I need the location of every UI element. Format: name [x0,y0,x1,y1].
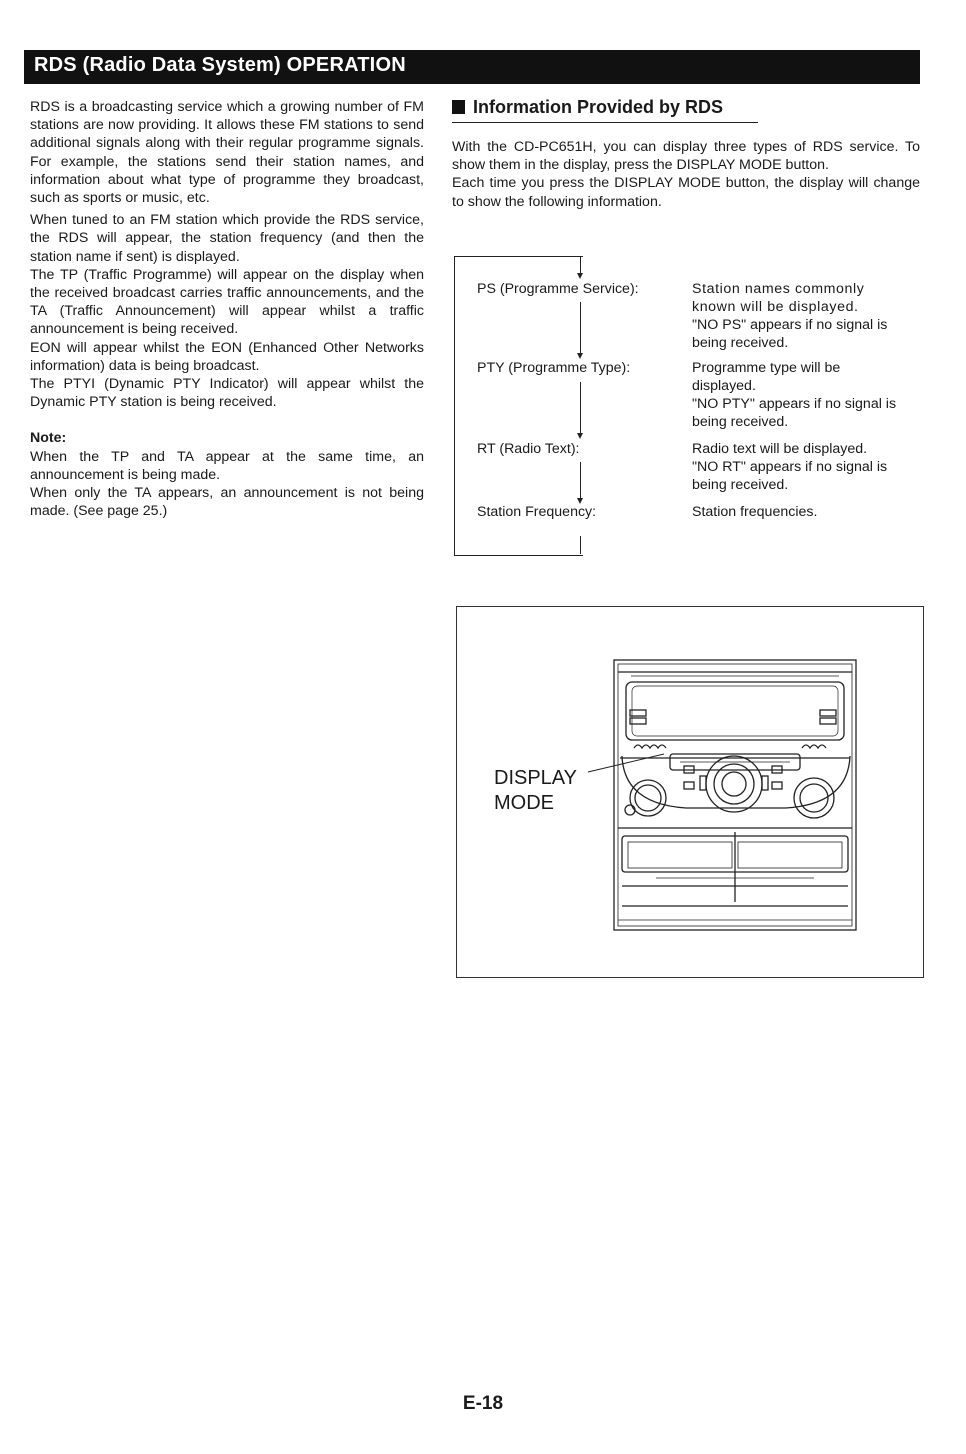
ptyi-paragraph: The PTYI (Dynamic PTY Indicator) will appear whilst the Dynamic PTY station is being received. [30,376,424,411]
desc-line: Station names commonly known will be displayed. [692,281,865,315]
tp-ta-paragraph: The TP (Traffic Programme) will appear on the display when the received broadcast carries traffic announcements, and the TA (Traffic Announcement) will appear whilst a traffic announcement is being received. [30,266,424,338]
callout-line: DISPLAY [494,767,577,789]
down-arrow-icon [580,302,581,354]
page-title: RDS (Radio Data System) OPERATION [34,54,406,76]
note-line: When only the TA appears, an announcement is not being made. (See page 25.) [30,485,424,520]
desc-line: "NO PTY" appears if no signal is being received. [692,396,897,430]
note-line: When the TP and TA appear at the same time, an announcement is being made. [30,448,424,483]
callout-line: MODE [494,792,554,814]
rds-paragraph: When tuned to an FM station which provide the RDS service, the RDS will appear, the station frequency (and then the station name if sent) is displayed. [30,212,424,265]
down-arrow-icon [580,382,581,434]
flow-desc-ps [692,280,906,352]
down-arrow-icon [580,262,581,274]
intro-line: Each time you press the DISPLAY MODE button, the display will change to show the following information. [452,175,920,210]
desc-line: "NO RT" appears if no signal is being received. [692,459,888,493]
display-mode-callout [494,766,577,816]
section-title: Information Provided by RDS [473,97,724,117]
desc-line: Programme type will be displayed. [692,360,841,394]
bullet-square-icon [452,100,465,114]
flow-desc-rt [692,440,906,494]
section-heading [452,97,758,123]
flow-label-rt: RT (Radio Text): [477,441,580,457]
desc-line: Station frequencies. [692,504,818,520]
intro-line: With the CD-PC651H, you can display three types of RDS service. To show them in the display, press the DISPLAY MODE button. [452,139,920,174]
flow-label-frequency: Station Frequency: [477,504,597,520]
desc-line: Radio text will be displayed. [692,441,868,457]
loop-return-line [580,536,581,554]
eon-paragraph: EON will appear whilst the EON (Enhanced Other Networks information) data is being broadcast. [30,339,424,374]
page-number: E-18 [462,1393,504,1414]
section-intro [452,138,920,211]
intro-paragraph: RDS is a broadcasting service which a growing number of FM stations are now providing. It allows these FM stations to send additional signals along with their regular programme signals. For example, the stations send their station names, and information about what type of programme they broadcast, such as sports or music, etc. [30,99,424,207]
left-column [30,98,424,520]
flow-label-pty: PTY (Programme Type): [477,360,631,376]
desc-line: "NO PS" appears if no signal is being received. [692,317,888,351]
down-arrow-icon [580,462,581,499]
note-heading: Note: [30,430,67,447]
flow-label-ps: PS (Programme Service): [477,281,639,297]
flow-desc-pty [692,359,906,431]
flow-desc-frequency [692,503,906,521]
